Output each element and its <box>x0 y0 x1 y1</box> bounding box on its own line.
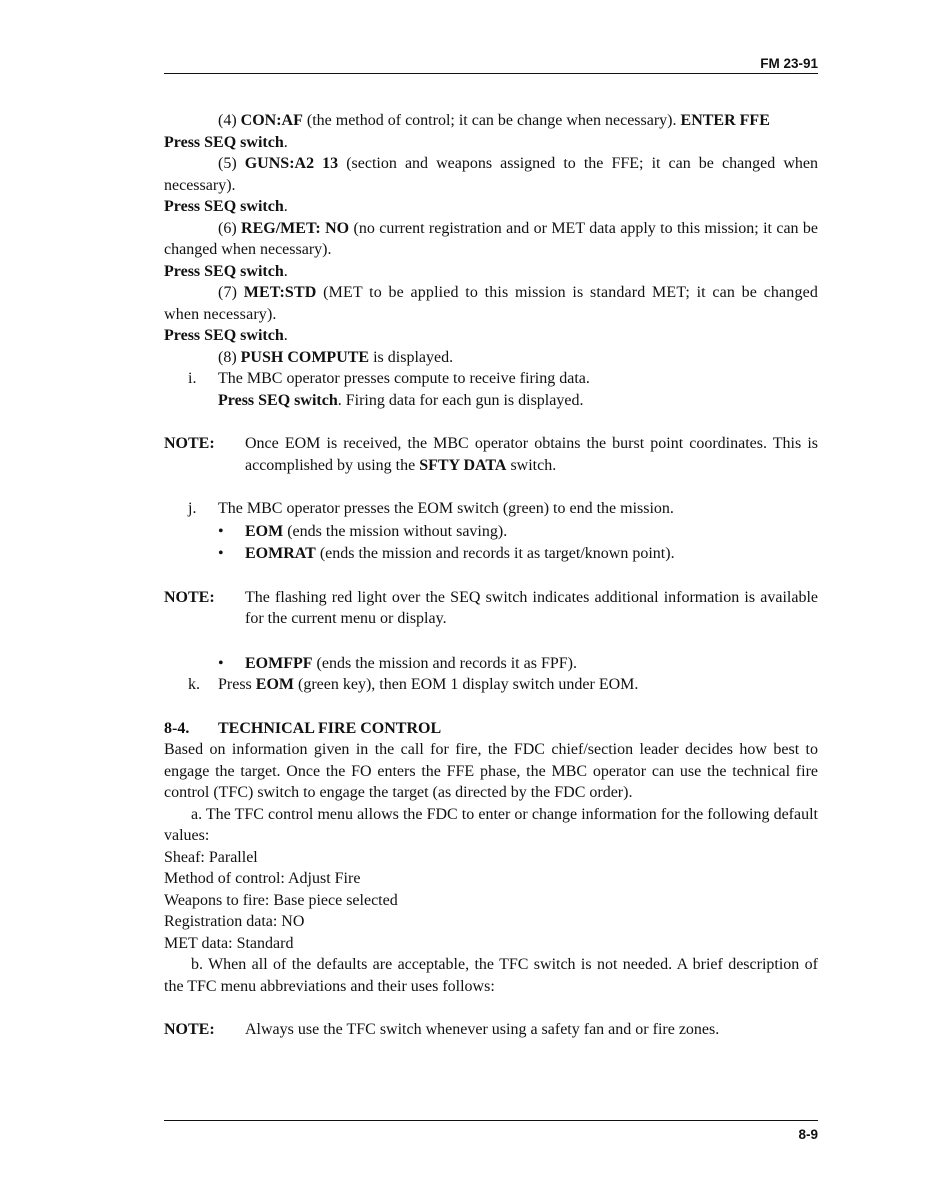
step-7: (7) MET:STD (MET to be applied to this mission is standard MET; it can be changed when necessary). <box>164 284 819 323</box>
item-i <box>164 368 818 411</box>
default-met: MET data: Standard <box>164 934 294 952</box>
header-doc-id: FM 23-91 <box>760 56 818 71</box>
press-seq-2: Press SEQ switch. <box>164 198 288 215</box>
item-i-marker: i. <box>188 370 197 387</box>
note-2 <box>164 587 818 630</box>
item-k-marker: k. <box>188 676 200 693</box>
note-label: NOTE: <box>164 435 215 452</box>
press-seq-4: Press SEQ switch. <box>164 327 288 344</box>
item-j-text: The MBC operator presses the EOM switch (green) to end the mission. <box>218 500 674 517</box>
item-i-press: Press SEQ switch. Firing data for each gun is displayed. <box>218 391 584 409</box>
bullet-icon: • <box>218 522 224 540</box>
bullet-eomfpf: • EOMFPF (ends the mission and records it as FPF). <box>164 653 818 675</box>
header-rule <box>164 73 818 74</box>
section-number: 8-4. <box>164 719 190 737</box>
bullet-icon: • <box>218 545 224 562</box>
note-text: Once EOM is received, the MBC operator obtains the burst point coordinates. This is accomplished by using the SFTY DATA switch. <box>245 435 818 474</box>
step-8: (8) PUSH COMPUTE is displayed. <box>218 348 454 366</box>
note-3 <box>164 1019 818 1041</box>
item-k-text: Press EOM (green key), then EOM 1 display switch under EOM. <box>218 676 639 693</box>
note-text: Always use the TFC switch whenever using a safety fan and or fire zones. <box>245 1021 720 1038</box>
para-a: a. The TFC control menu allows the FDC to enter or change information for the following default values: <box>164 805 818 844</box>
item-j-marker: j. <box>188 500 197 517</box>
item-k <box>164 674 818 696</box>
default-sheaf: Sheaf: Parallel <box>164 848 258 866</box>
step-4: (4) CON:AF (the method of control; it can be change when necessary). ENTER FFE <box>218 112 770 129</box>
bullet-eomrat: • EOMRAT (ends the mission and records it as target/known point). <box>164 543 818 565</box>
default-registration: Registration data: NO <box>164 913 305 930</box>
bullet-eom: • EOM (ends the mission without saving). <box>164 521 818 543</box>
item-j <box>164 498 818 520</box>
footer-rule <box>164 1120 818 1121</box>
para-b: b. When all of the defaults are acceptable, the TFC switch is not needed. A brief description of the TFC menu abbreviations and their uses follows: <box>164 956 818 995</box>
default-weapons: Weapons to fire: Base piece selected <box>164 891 398 909</box>
step-5: (5) GUNS:A2 13 (section and weapons assigned to the FFE; it can be changed when necessary). <box>164 155 819 194</box>
footer-page-number: 8-9 <box>798 1127 818 1142</box>
press-seq-3: Press SEQ switch. <box>164 262 288 280</box>
default-method: Method of control: Adjust Fire <box>164 870 361 887</box>
page-body <box>164 110 818 1041</box>
note-1 <box>164 433 818 476</box>
note-label: NOTE: <box>164 1021 215 1038</box>
step-6: (6) REG/MET: NO (no current registration and or MET data apply to this mission; it can be changed when necessary). <box>164 219 819 258</box>
note-text: The flashing red light over the SEQ switch indicates additional information is available for the current menu or display. <box>245 588 818 627</box>
note-label: NOTE: <box>164 588 215 606</box>
section-intro: Based on information given in the call for fire, the FDC chief/section leader decides how best to engage the target. Once the FO enters the FFE phase, the MBC operator can use the technical fire control (TFC) switch to engage the target (as directed by the FDC order). <box>164 741 818 801</box>
section-title: TECHNICAL FIRE CONTROL <box>218 719 442 737</box>
item-i-text: The MBC operator presses compute to receive firing data. <box>218 370 590 387</box>
section-heading <box>164 718 818 740</box>
bullet-icon: • <box>218 654 224 672</box>
press-seq-1: Press SEQ switch. <box>164 133 288 151</box>
